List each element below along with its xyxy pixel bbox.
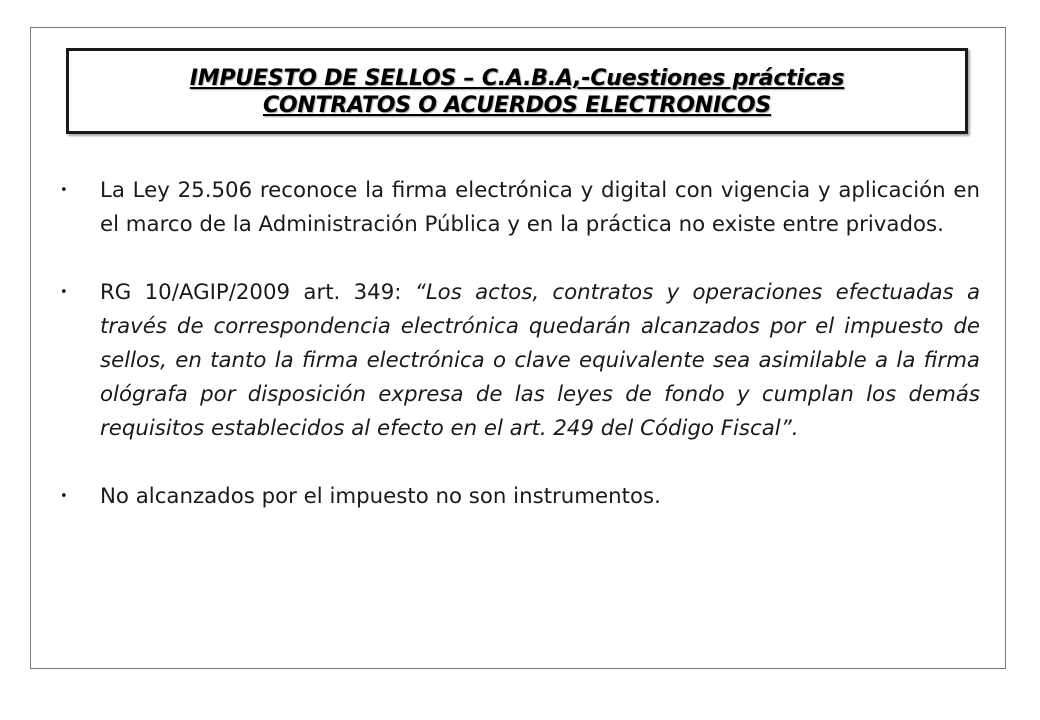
title-box — [66, 48, 968, 134]
bullet-marker: • — [60, 489, 68, 504]
bullet-item-rg — [60, 276, 980, 446]
title-line-1: IMPUESTO DE SELLOS – C.A.B.A,-Cuestiones prácticas — [189, 66, 845, 91]
bullet-item-ley — [60, 174, 980, 242]
bullet-text: La Ley 25.506 reconoce la firma electrónica y digital con vigencia y aplicación en el marco de la Administración Pública y en la práctica no existe entre privados. — [100, 178, 980, 237]
bullet-marker: • — [60, 183, 68, 198]
title-line-2: CONTRATOS O ACUERDOS ELECTRONICOS — [262, 93, 772, 118]
bullet-list — [60, 174, 980, 514]
bullet-item-no-alcanzados — [60, 480, 980, 514]
bullet-lead-text: RG 10/AGIP/2009 art. 349: — [100, 280, 415, 305]
bullet-quote-text: “Los actos, contratos y operaciones efectuadas a través de correspondencia electrónica quedarán alcanzados por el impuesto de sellos, en tanto la firma electrónica o clave equivalente sea asimilable a la firma ológrafa por disposición expresa de las leyes de fondo y cumplan los demás requisitos establecidos al efecto en el art. 249 del Código Fiscal”. — [100, 280, 980, 441]
bullet-marker: • — [60, 285, 68, 300]
bullet-text: No alcanzados por el impuesto no son instrumentos. — [100, 484, 661, 509]
